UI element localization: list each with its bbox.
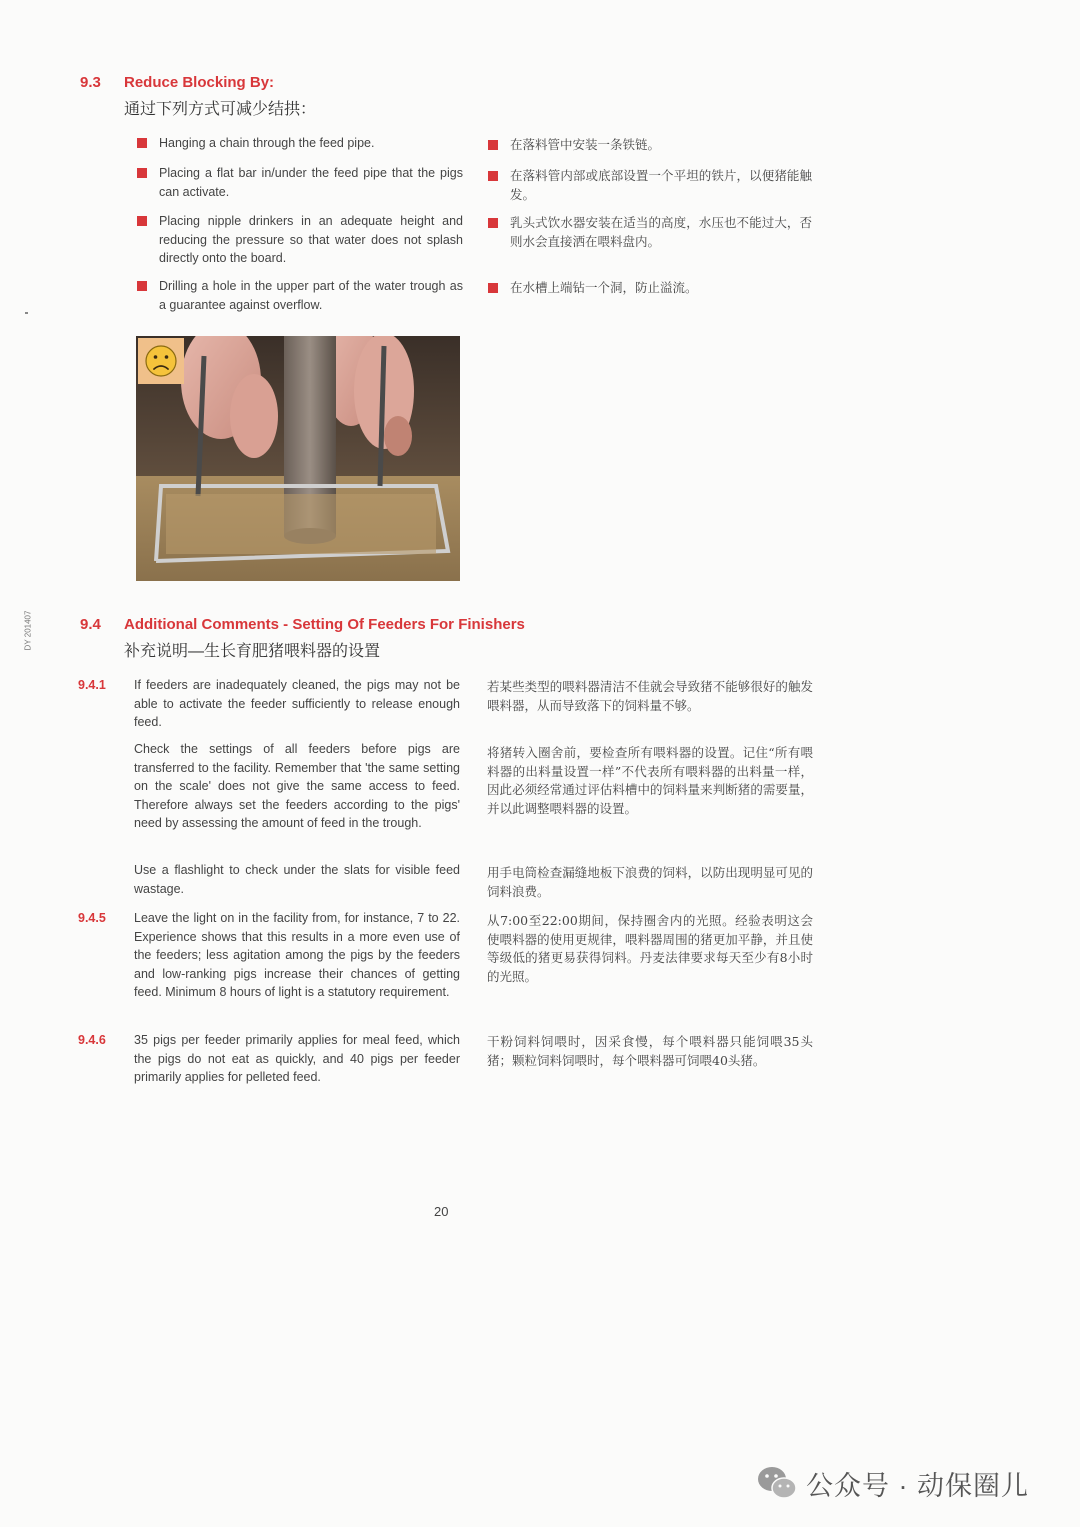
section-title-zh: 通过下列方式可减少结拱： [124, 101, 317, 118]
section-title-zh: 补充说明—生长育肥猪喂料器的设置 [124, 643, 381, 660]
feeder-photo [136, 336, 460, 581]
paragraph-9-4-5-zh: 从7:00至22:00期间，保持圈舍内的光照。经验表明这会使喂料器的使用更规律，喂料器周围的猪更加平静，并且使等级低的猪更易获得饲料。丹麦法律要求每天至少有8小时的光照。 [487, 913, 813, 984]
section-number: 9.4 [80, 616, 101, 633]
sad-face-icon [144, 344, 178, 378]
bullet-text: 乳头式饮水器安装在适当的高度，水压也不能过大，否则水会直接洒在喂料盘内。 [510, 215, 812, 249]
paragraph-9-4-1-zh: 若某些类型的喂料器清洁不佳就会导致猪不能够很好的触发喂料器，从而导致落下的饲料量不够。 [487, 679, 813, 713]
paragraph-number: 9.4.5 [78, 911, 106, 925]
side-code-text: DY 201407 [23, 610, 33, 651]
paragraph-number: 9.4.6 [78, 1033, 106, 1047]
bullet-square-icon [137, 168, 147, 178]
page-number: 20 [434, 1204, 449, 1219]
bullet-square-icon [488, 140, 498, 150]
watermark-text: 公众号 · 动保圈儿 [806, 1470, 1029, 1501]
section-title-en: Additional Comments - Setting Of Feeders For Finishers [124, 616, 525, 633]
bullet-square-icon [137, 138, 147, 148]
paragraph-check-zh: 将猪转入圈舍前，要检查所有喂料器的设置。记住“所有喂料器的出料量设置一样”不代表所有喂料器的出料量一样，因此必须经常通过评估料槽中的饲料量来判断猪的需要量，并以此调整喂料器的设置。 [487, 745, 813, 816]
section-title-en: Reduce Blocking By: [124, 74, 275, 91]
paragraph-number: 9.4.1 [78, 678, 106, 692]
section-number: 9.3 [80, 74, 101, 91]
bullet-text: Placing nipple drinkers in an adequate height and reducing the pressure so that water does not splash directly onto the board. [159, 214, 463, 265]
bullet-text: Hanging a chain through the feed pipe. [159, 136, 375, 150]
sad-face-badge [138, 338, 184, 384]
bullet-square-icon [488, 218, 498, 228]
bullet-square-icon [488, 171, 498, 181]
paragraph-9-4-6-en: 35 pigs per feeder primarily applies for meal feed, which the pigs do not eat as quickly, and 40 pigs per feeder primarily applies for pelleted feed. [134, 1033, 460, 1084]
wechat-icon [756, 1464, 798, 1502]
bullet-square-icon [137, 281, 147, 291]
bullet-text: Drilling a hole in the upper part of the water trough as a guarantee against overflow. [159, 279, 463, 312]
paragraph-9-4-6-zh: 干粉饲料饲喂时，因采食慢，每个喂料器只能饲喂35头猪；颗粒饲料饲喂时，每个喂料器可饲喂40头猪。 [487, 1034, 813, 1068]
feeder-photo-illustration [136, 336, 460, 581]
bullet-square-icon [137, 216, 147, 226]
bullet-text: 在落料管内部或底部设置一个平坦的铁片，以便猪能触发。 [510, 168, 812, 202]
margin-mark [25, 312, 28, 314]
bullet-text: Placing a flat bar in/under the feed pipe that the pigs can activate. [159, 166, 463, 199]
paragraph-9-4-5-en: Leave the light on in the facility from, for instance, 7 to 22. Experience shows that this results in a more even use of the feeders; less agitation among the pigs by the feeders and low-ranking pigs increase their chances of getting feed. Minimum 8 hours of light is a statutory requirement. [134, 911, 460, 999]
paragraph-flashlight-zh: 用手电筒检查漏缝地板下浪费的饲料，以防出现明显可见的饲料浪费。 [487, 865, 813, 899]
paragraph-check-en: Check the settings of all feeders before pigs are transferred to the facility. Remember that 'the same setting on the scale' does not give the same access to feed. Therefore always set the feeders according to the pigs' need by assessing the amount of feed in the trough. [134, 742, 460, 830]
bullet-text: 在落料管中安装一条铁链。 [510, 137, 661, 152]
side-document-code [23, 602, 46, 662]
watermark [756, 1458, 1029, 1508]
bullet-square-icon [488, 283, 498, 293]
paragraph-9-4-1-en: If feeders are inadequately cleaned, the pigs may not be able to activate the feeder sufficiently to release enough feed. [134, 678, 460, 729]
bullet-text: 在水槽上端钻一个洞，防止溢流。 [510, 280, 698, 295]
paragraph-flashlight-en: Use a flashlight to check under the slats for visible feed wastage. [134, 863, 460, 896]
